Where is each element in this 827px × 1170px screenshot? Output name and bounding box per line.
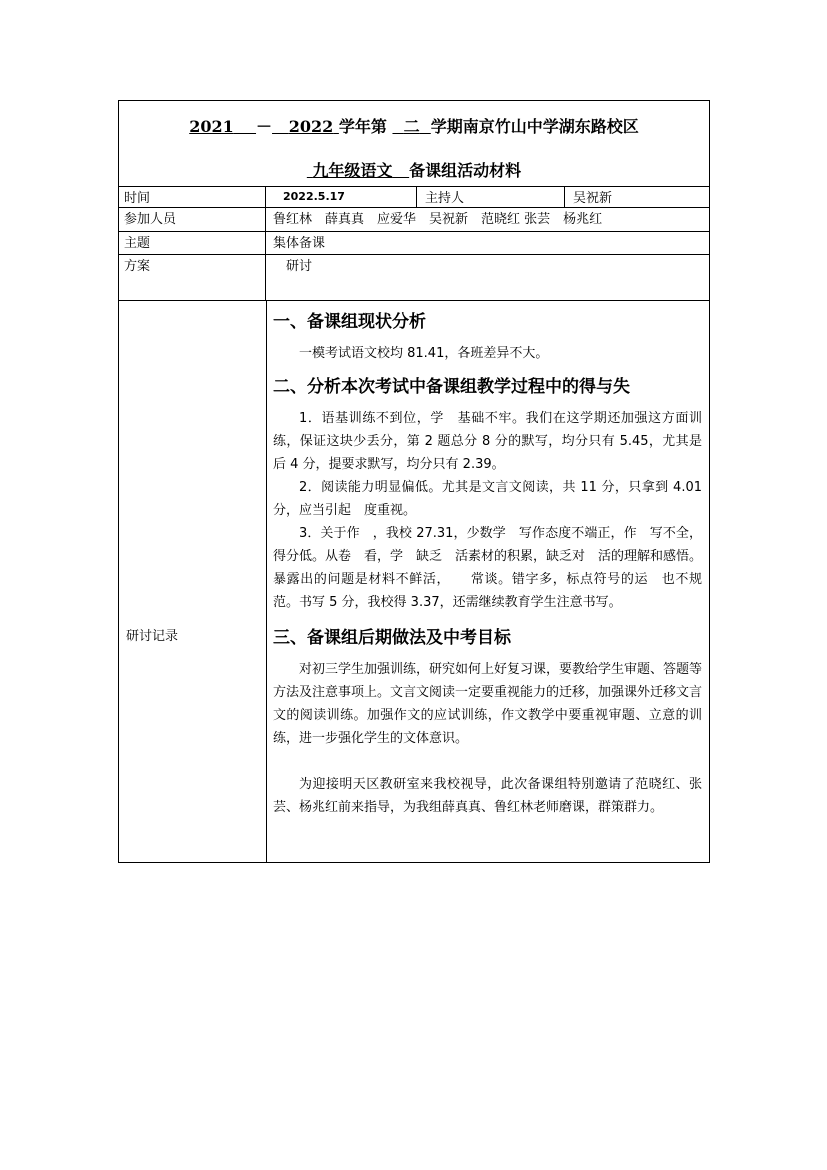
time-row <box>119 186 709 208</box>
topic-row <box>119 231 709 255</box>
paragraph-gap <box>273 750 702 773</box>
section-3-paragraph-1: 对初三学生加强训练，研究如何上好复习课，要教给学生审题、答题等方法及注意事项上。文言文阅读一定要重视能力的迁移，加强课外迁移文言文的阅读训练。加强作文的应试训练，作文教学中要重视审题、立意的训练，进一步强化学生的文体意识。 <box>273 662 703 746</box>
year-start: 2021 <box>189 117 234 136</box>
record-body <box>266 300 709 862</box>
participants-label: 参加人员 <box>119 207 266 231</box>
time-value: 2022.5.17 <box>266 186 417 207</box>
year-dash: － <box>256 117 273 136</box>
activity-record-table <box>118 100 710 863</box>
section-1-title: 一、备课组现状分析 <box>273 312 426 332</box>
title-line-2 <box>119 158 709 181</box>
title-line-1 <box>119 114 709 137</box>
record-label: 研讨记录 <box>126 629 179 644</box>
section-2-paragraph-1: 1．语基训练不到位，学 基础不牢。我们在这学期还加强这方面训练，保证这块少丢分，第 2 题总分 8 分的默写，均分只有 5.45，尤其是后 4 分，提要求默写，均分只有 2.39。 <box>273 411 702 472</box>
activity-name: 备课组活动材料 <box>409 161 522 180</box>
participants-value: 鲁红林 薛真真 应爱华 吴祝新 范晓红 张芸 杨兆红 <box>273 212 603 227</box>
plan-row <box>119 254 709 301</box>
section-3-paragraph-2: 为迎接明天区教研室来我校视导，此次备课组特别邀请了范晓红、张芸、杨兆红前来指导，为我组薛真真、鲁红林老师磨课，群策群力。 <box>273 777 702 815</box>
topic-value: 集体备课 <box>273 236 326 251</box>
section-1-paragraph: 一模考试语文校均 81.41，各班差异不大。 <box>299 346 549 361</box>
title-block <box>119 101 709 187</box>
participants-row <box>119 207 709 232</box>
host-label: 主持人 <box>417 186 565 207</box>
term: 二 <box>403 117 420 136</box>
year-end: 2022 <box>288 117 334 136</box>
school-name: 学期南京竹山中学湖东路校区 <box>430 117 639 136</box>
record-label-cell <box>119 300 267 862</box>
section-2-paragraph-2: 2．阅读能力明显偏低。尤其是文言文阅读，共 11 分，只拿到 4.01 分，应当引起 度重视。 <box>273 480 702 518</box>
topic-label: 主题 <box>119 231 266 254</box>
host-value: 吴祝新 <box>573 191 613 206</box>
group-name: 九年级语文 <box>312 161 393 180</box>
section-3-title: 三、备课组后期做法及中考目标 <box>273 628 511 648</box>
section-2-title: 二、分析本次考试中备课组教学过程中的得与失 <box>273 377 630 397</box>
plan-value: 研讨 <box>286 259 313 274</box>
section-2-paragraph-3: 3．关于作 ，我校 27.31，少数学 写作态度不端正，作 写不全，得分低。从卷 看，学 缺乏 活素材的积累，缺乏对 活的理解和感悟。暴露出的问题是材料不鲜活， 常谈。错字多，标点符号的运 也不规范。书写 5 分，我校得 3.37，还需继续教育学生注意书写。 <box>273 526 703 610</box>
time-label: 时间 <box>119 186 266 207</box>
plan-label: 方案 <box>119 254 266 300</box>
year-label: 学年第 <box>338 117 387 136</box>
